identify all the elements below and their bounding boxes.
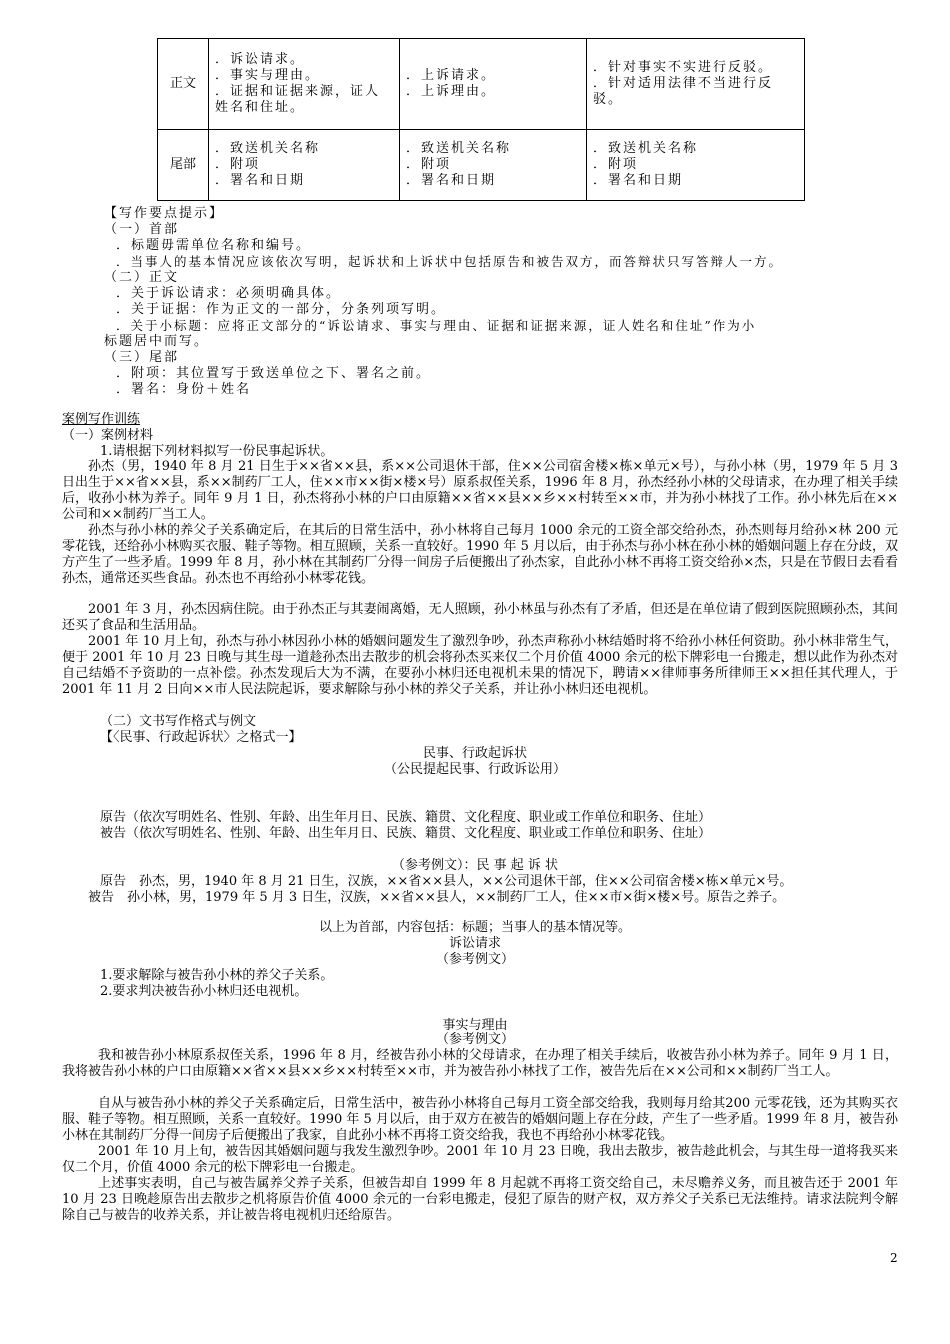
- table-cell: ．致送机关名称 ．附项 ．署名和日期: [587, 130, 805, 201]
- plaintiff-sample: 原告 孙杰，男，1940 年 8 月 21 日生，汉族，××省××县人，××公司退休干部，住××公司宿舍楼×栋×单元×号。: [100, 874, 793, 889]
- case-paragraph: 孙杰与孙小林的养父子关系确定后，在其后的日常生活中，孙小林将自己每月 1000 余元的工资全部交给孙杰，孙杰则每月给孙×林 200 元零花钱，还给孙小林购买衣服、鞋子等物。相互照顾，关系一直较好。1990 年 5 月以后，由于孙杰与孙小林在孙小林的婚姻问题上存在分歧，双方产生了一些矛盾。1999 年 8 月，孙小林在其制药厂分得一间房子后便搬出了孙杰家，自此孙小林不再将工资交给孙×杰，只是在节假日去看看孙杰，通常还买些食品。孙杰也不再给孙小林零花钱。: [62, 523, 898, 586]
- case-paragraph: 2001 年 10 月上旬，孙杰与孙小林因孙小林的婚姻问题发生了激烈争吵，孙杰声称孙小林结婚时将不给孙小林任何资助。孙小林非常生气，便于 2001 年 10 月 23 日晚与其生母一道趁孙杰出去散步的机会将孙杰买来仅二个月价值 4000 余元的松下牌彩电一台搬走，想以此作为孙杰对自己结婚不予资助的一点补偿。孙杰发现后大为不满，在要孙小林归还电视机未果的情况下，聘请××律师事务所律师王××担任其代理人，于 2001 年 11 月 2 日向××市人民法院起诉，要求解除与孙小林的养父子关系，并让孙小林归还电视机。: [62, 634, 898, 697]
- defendant-format: 被告（依次写明姓名、性别、年龄、出生年月日、民族、籍贯、文化程度、职业或工作单位和职务、住址）: [100, 826, 712, 841]
- format-subheading: （二）文书写作格式与例文: [100, 714, 257, 729]
- facts-paragraph: 上述事实表明，自己与被告属养父养子关系，但被告却自 1999 年 8 月起就不再将工资交给自己，未尽赡养义务，而且被告还于 2001 年 10 月 23 日晚趁原告出去散步之机将原告价值 4000 余元的一台彩电搬走，侵犯了原告的财产权，双方养父子关系已无法维持。请求法院判令解除自己与被告的收养关系，并让被告将电视机归还给原告。: [62, 1176, 898, 1223]
- case-paragraph: 孙杰（男，1940 年 8 月 21 日生于××省××县，系××公司退休干部，住××公司宿舍楼×栋×单元×号），与孙小林（男，1979 年 5 月 3 日出生于××省××县，系××制药厂工人，住××市××街×楼×号）原系叔侄关系，1996 年 8 月，孙杰经孙小林的父母请求，在办理了相关手续后，收孙小林为养子。同年 9 月 1 日，孙杰将孙小林的户口由原籍××省××县××乡××村转至××市，并为孙小林找了工作。孙小林先后在××公司和××制药厂当工人。: [62, 459, 898, 522]
- tips-line: ．附项：其位置写于致送单位之下、署名之前。: [116, 366, 432, 381]
- table-cell: ．诉讼请求。 ．事实与理由。 ．证据和证据来源，证人姓名和住址。: [209, 39, 400, 130]
- facts-title: 事实与理由: [442, 1018, 508, 1033]
- facts-ref: （参考例文）: [435, 1032, 514, 1047]
- comparison-table: [157, 38, 805, 201]
- page-number: 2: [890, 1251, 898, 1265]
- tips-line: （二）正文: [104, 270, 180, 285]
- claims-ref: （参考例文）: [435, 952, 514, 967]
- tips-line: ．关于证据：作为正文的一部分，分条列项写明。: [116, 302, 447, 317]
- case-instruction: 1.请根据下列材料拟写一份民事起诉状。: [100, 444, 334, 459]
- head-note: 以上为首部，内容包括：标题；当事人的基本情况等。: [318, 920, 631, 935]
- table-cell: ．上诉请求。 ．上诉理由。: [400, 39, 587, 130]
- table-cell: ．针对事实不实进行反驳。 ．针对适用法律不当进行反驳。: [587, 39, 805, 130]
- table-row: [158, 39, 805, 130]
- table-cell: ．致送机关名称 ．附项 ．署名和日期: [400, 130, 587, 201]
- sample-title: （参考例文）：民 事 起 诉 状: [391, 858, 559, 873]
- claim-item: 2.要求判决被告孙小林归还电视机。: [100, 984, 308, 999]
- tips-line: （三）尾部: [104, 350, 180, 365]
- facts-paragraph: 自从与被告孙小林的养父子关系确定后，日常生活中，被告孙小林将自己每月工资全部交给我，我则每月给其200 元零花钱，还为其购买衣服、鞋子等物。相互照顾，关系一直较好。1990 年 5 月以后，由于双方在被告的婚姻问题上存在分歧，产生了一些矛盾。1999 年 8 月，被告孙小林在其制药厂分得一间房子后便搬出了我家，自此孙小林不再将工资交给我，我也不再给孙小林零花钱。: [62, 1096, 898, 1143]
- facts-paragraph: 我和被告孙小林原系叔侄关系，1996 年 8 月，经被告孙小林的父母请求，在办理了相关手续后，收被告孙小林为养子。同年 9 月 1 日，我将被告孙小林的户口由原籍××省××县××乡××村转至××市，并为被告孙小林找了工作，被告先后在××公司和××制药厂当工人。: [62, 1048, 898, 1079]
- claims-title: 诉讼请求: [448, 936, 501, 951]
- row-label: 正文: [158, 39, 209, 130]
- tips-line: ．标题毋需单位名称和编号。: [116, 238, 312, 253]
- doc-title: 民事、行政起诉状: [422, 746, 527, 761]
- tips-line: ．关于小标题：应将正文部分的“诉讼请求、事实与理由、证据和证据来源，证人姓名和住址”作为小: [116, 318, 757, 333]
- tips-line: （一）首部: [104, 222, 180, 237]
- defendant-sample: 被告 孙小林，男，1979 年 5 月 3 日生，汉族，××省××县人，××制药厂工人，住××市×街×楼×号。原告之养子。: [88, 890, 786, 905]
- case-subheading: （一）案例材料: [62, 428, 154, 443]
- case-paragraph: 2001 年 3 月，孙杰因病住院。由于孙杰正与其妻闹离婚，无人照顾，孙小林虽与孙杰有了矛盾，但还是在单位请了假到医院照顾孙杰，其间还买了食品和生活用品。: [62, 602, 898, 633]
- format-bracket-title: 【〈民事、行政起诉状〉之格式一】: [100, 730, 302, 745]
- tips-line: ．署名：身份＋姓名: [116, 382, 252, 397]
- row-label: 尾部: [158, 130, 209, 201]
- table-row: [158, 130, 805, 201]
- table-cell: ．致送机关名称 ．附项 ．署名和日期: [209, 130, 400, 201]
- tips-line: 标题居中而写。: [104, 334, 210, 349]
- tips-line: ．关于诉讼请求：必须明确具体。: [116, 286, 342, 301]
- doc-subtitle: （公民提起民事、行政诉讼用）: [383, 762, 566, 777]
- claim-item: 1.要求解除与被告孙小林的养父子关系。: [100, 968, 334, 983]
- plaintiff-format: 原告（依次写明姓名、性别、年龄、出生年月日、民族、籍贯、文化程度、职业或工作单位和职务、住址）: [100, 810, 712, 825]
- tips-line: ．当事人的基本情况应该依次写明，起诉状和上诉状中包括原告和被告双方，而答辩状只写答辩人一方。: [116, 254, 784, 269]
- facts-paragraph: 2001 年 10 月上旬，被告因其婚姻问题与我发生激烈争吵。2001 年 10 月 23 日晚，我出去散步，被告趁此机会，与其生母一道将我买来仅二个月，价值 4000 余元的松下牌彩电一台搬走。: [62, 1144, 898, 1175]
- case-title: 案例写作训练: [62, 412, 141, 427]
- tips-heading: 【写作要点提示】: [104, 206, 225, 221]
